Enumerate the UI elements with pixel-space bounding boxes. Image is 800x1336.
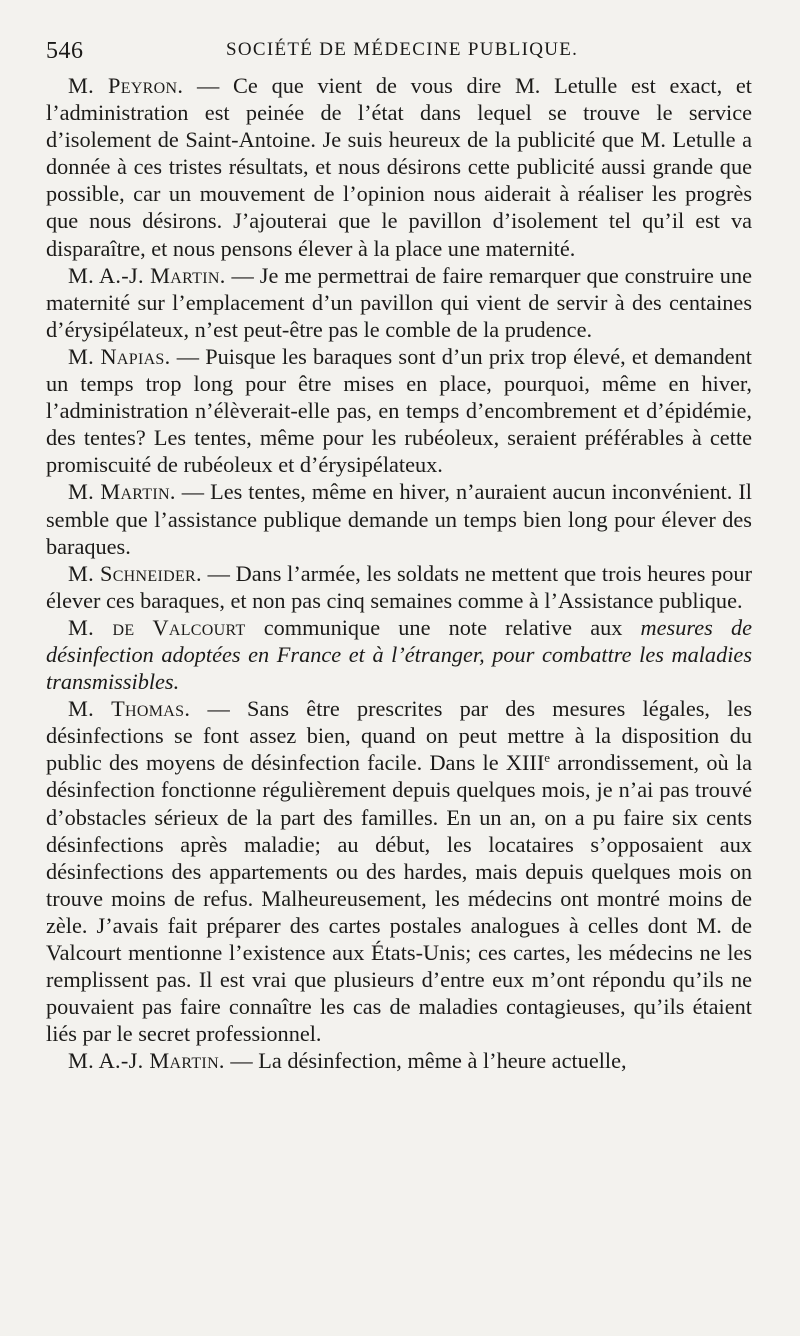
speaker-name: M. Peyron. bbox=[68, 73, 184, 98]
page-number: 546 bbox=[46, 38, 84, 64]
running-title: SOCIÉTÉ DE MÉDECINE PUBLIQUE. bbox=[226, 39, 579, 60]
paragraph-text: — Dans l’armée, les soldats ne mettent que trois heures pour élever ces baraques, et non pas cinq semaines comme à l’Assistance publique. bbox=[46, 560, 752, 613]
speaker-name: M. A.-J. Martin. bbox=[68, 262, 226, 288]
paragraph-text: — Je me permettrai de faire remarquer que construire une maternité sur l’emplacement d’un pavillon qui vient de servir à des centaines d’érysipélateux, n’est peut-être pas le comble de la prudence. bbox=[46, 262, 752, 342]
paragraph-napias bbox=[46, 343, 752, 478]
paragraph-de-valcourt bbox=[46, 614, 752, 695]
paragraph-peyron bbox=[46, 72, 752, 262]
body-text bbox=[46, 72, 752, 1074]
paragraph-text: communique une note relative aux bbox=[245, 614, 641, 640]
superscript-e: e bbox=[544, 750, 551, 766]
paragraph-text: — La désinfection, même à l’heure actuelle, bbox=[224, 1048, 627, 1074]
running-header bbox=[46, 32, 752, 72]
speaker-name: M. Schneider. bbox=[68, 560, 202, 586]
paragraph-martin-1 bbox=[46, 262, 752, 343]
paragraph-text: — Puisque les baraques sont d’un prix trop élevé, et demandent un temps trop long pour être mises en place, pourquoi, même en hiver, l’administration n’élèverait-elle pas, en temps d’encombrement et d’épidémie, des tentes? Les tentes, même pour les rubéoleux, seraient préférables à cette promiscuité de rubéoleux et d’érysipélateux. bbox=[46, 343, 753, 478]
speaker-name: M. Martin. bbox=[68, 479, 176, 505]
speaker-name: M. Napias. bbox=[68, 343, 171, 369]
paragraph-schneider bbox=[46, 560, 752, 614]
speaker-name: M. Thomas. bbox=[68, 696, 191, 722]
paragraph-text: — Les tentes, même en hiver, n’auraient aucun inconvénient. Il semble que l’assistance publique demande un temps bien long pour élever des baraques. bbox=[46, 479, 752, 559]
italic-note-title: mesures de désinfection adoptées en France et à l’étranger, pour combattre les maladies transmissibles. bbox=[46, 614, 752, 695]
paragraph-text-continued: arrondissement, où la désinfection fonctionne régulièrement depuis quelques mois, je n’ai pas trouvé d’obstacles sérieux de la part des familles. En un an, on a pu faire six cents désinfections après maladie; au début, les locataires s’opposaient aux désinfections des appartements ou des hardes, mais depuis quelques mois on trouve moins de refus. Malheureusement, les médecins ont montré moins de zèle. J’avais fait préparer des cartes postales analogues à celles dont M. de Valcourt mentionne l’existence aux États-Unis; ces cartes, les médecins ne les remplissent pas. Il est vrai que plusieurs d’entre eux m’ont répondu qu’ils ne pouvaient pas faire connaître les cas de maladies contagieuses, qu’ils étaient liés par le secret professionnel. bbox=[46, 750, 753, 1047]
paragraph-martin-2 bbox=[46, 478, 752, 559]
speaker-name: M. de Valcourt bbox=[68, 614, 246, 640]
paragraph-martin-3 bbox=[46, 1047, 752, 1074]
paragraph-text: — Ce que vient de vous dire M. Letulle est exact, et l’administration est peinée de l’état dans lequel se trouve le service d’isolement de Saint-Antoine. Je suis heureux de la publicité que M. Letulle a donnée à ces tristes résultats, et nous désirons cette publicité aussi grande que possible, car un mouvement de l’opinion nous aiderait à réaliser les progrès que nous désirons. J’ajouterai que le pavillon d’isolement tel qu’il est va disparaître, et nous pensons élever à la place une maternité. bbox=[46, 73, 753, 261]
paragraph-thomas bbox=[46, 695, 752, 1047]
paragraph-text: — Sans être prescrites par des mesures légales, les désinfections se font assez bien, quand on peut mettre à la disposition du public des moyens de désinfection facile. Dans le XIII bbox=[46, 696, 753, 776]
speaker-name: M. A.-J. Martin. bbox=[68, 1048, 225, 1074]
